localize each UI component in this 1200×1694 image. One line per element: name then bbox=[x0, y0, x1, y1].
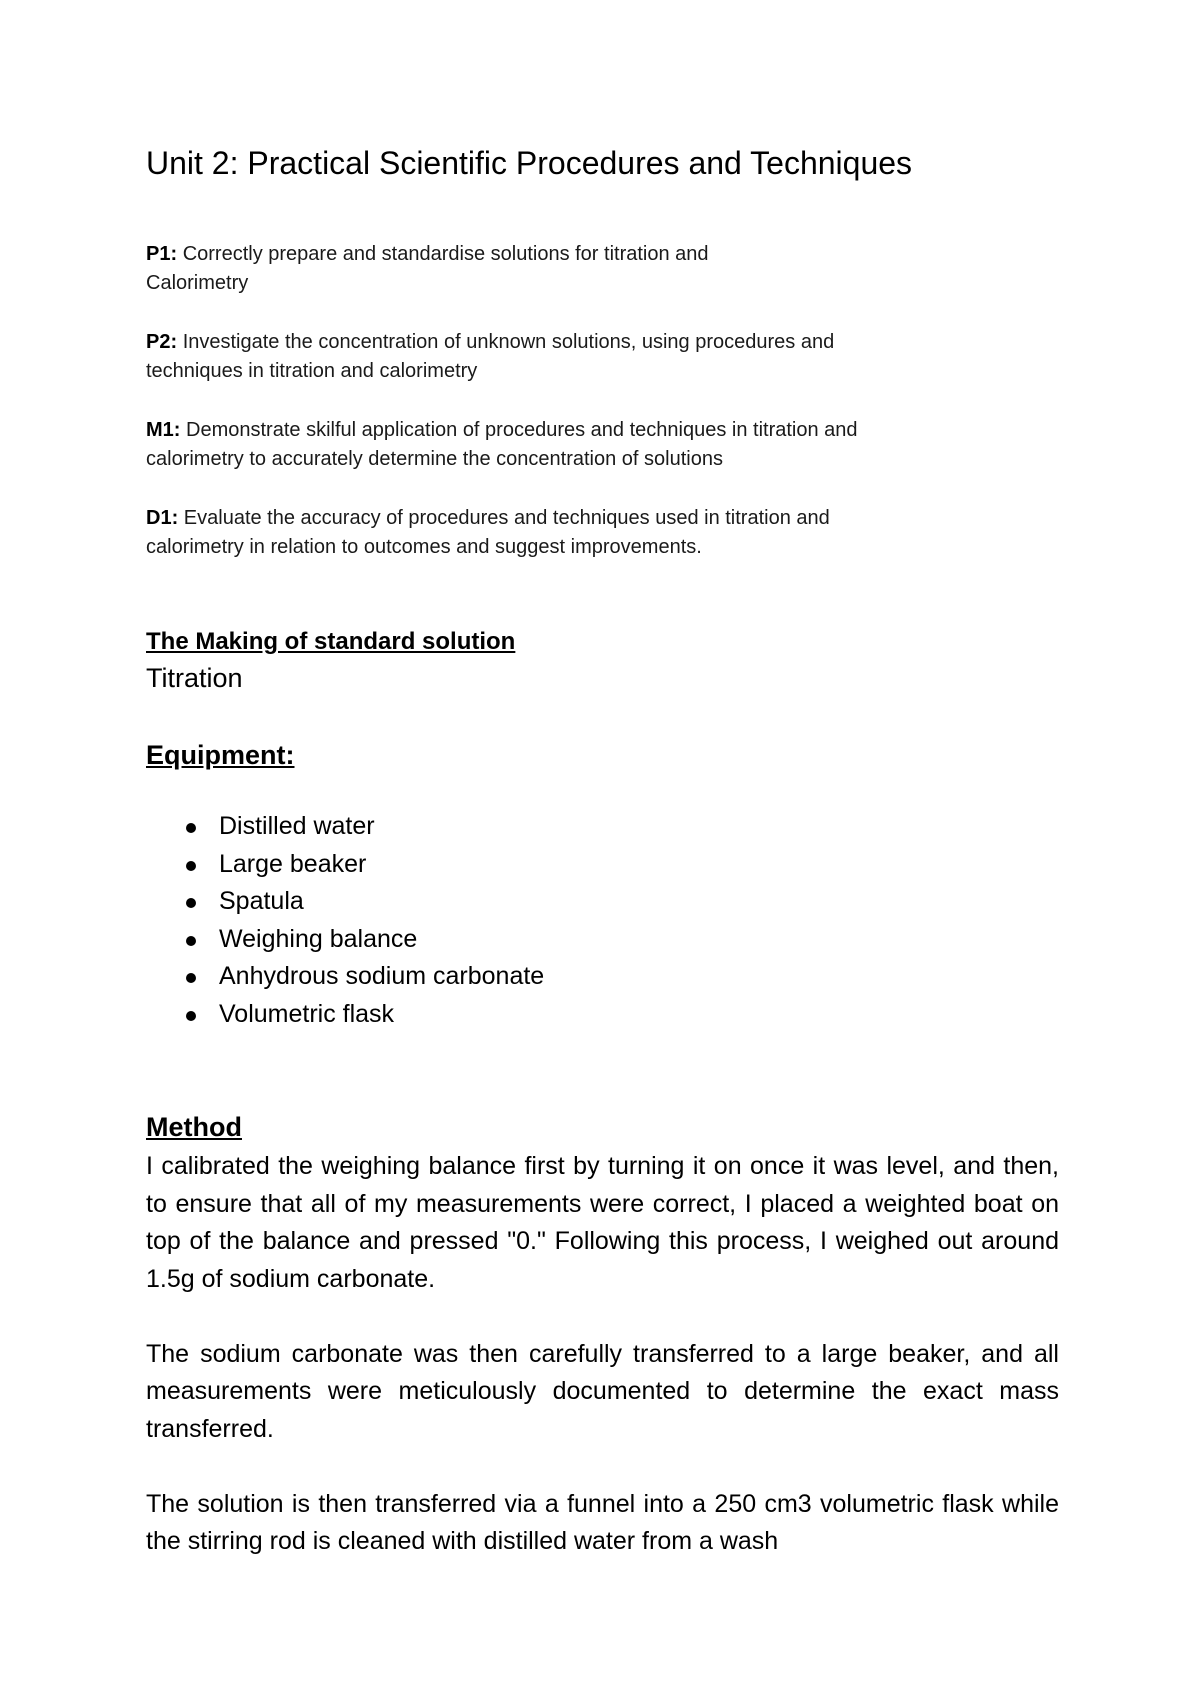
criterion-text-continued: calorimetry in relation to outcomes and suggest improvements. bbox=[146, 536, 702, 558]
list-item bbox=[146, 958, 544, 996]
list-item bbox=[146, 846, 544, 884]
bullet-icon bbox=[186, 1011, 196, 1021]
list-item-label: Distilled water bbox=[219, 812, 375, 840]
list-item bbox=[146, 883, 544, 921]
list-item-label: Spatula bbox=[219, 887, 304, 915]
criterion-code: P2: bbox=[146, 331, 178, 353]
criterion-p1 bbox=[146, 240, 1006, 298]
criterion-code: M1: bbox=[146, 419, 181, 441]
method-body bbox=[146, 1148, 1059, 1598]
equipment-list bbox=[146, 808, 544, 1033]
criterion-d1 bbox=[146, 504, 1006, 562]
bullet-icon bbox=[186, 823, 196, 833]
page-title: Unit 2: Practical Scientific Procedures and Techniques bbox=[146, 145, 913, 181]
bullet-icon bbox=[186, 898, 196, 908]
list-item bbox=[146, 808, 544, 846]
list-item-label: Anhydrous sodium carbonate bbox=[219, 962, 545, 990]
criterion-p2 bbox=[146, 328, 1006, 386]
method-paragraph: The sodium carbonate was then carefully transferred to a large beaker, and all measurements were meticulously documented to determine the exact mass transferred. bbox=[146, 1339, 1059, 1443]
criterion-m1 bbox=[146, 416, 1006, 474]
criteria-list bbox=[146, 240, 1006, 592]
method-heading: Method bbox=[146, 1112, 242, 1142]
list-item bbox=[146, 996, 544, 1034]
section-heading: The Making of standard solution bbox=[146, 628, 516, 655]
list-item bbox=[146, 921, 544, 959]
criterion-text-continued: calorimetry to accurately determine the concentration of solutions bbox=[146, 448, 723, 470]
criterion-text: Correctly prepare and standardise solutions for titration and bbox=[182, 243, 709, 265]
criterion-text: Demonstrate skilful application of procedures and techniques in titration and bbox=[186, 419, 858, 441]
subheading: Titration bbox=[146, 663, 243, 693]
criterion-text: Investigate the concentration of unknown solutions, using procedures and bbox=[182, 331, 835, 353]
method-paragraph: I calibrated the weighing balance first by turning it on once it was level, and then, to ensure that all of my measurements were correct, I placed a weighted boat on top of the balance and pressed "0." Following this process, I weighed out around 1.5g of sodium carbonate. bbox=[146, 1152, 1059, 1293]
bullet-icon bbox=[186, 973, 196, 983]
criterion-text-continued: Calorimetry bbox=[146, 272, 249, 294]
list-item-label: Weighing balance bbox=[219, 924, 418, 953]
bullet-icon bbox=[186, 936, 196, 946]
method-paragraph: The solution is then transferred via a funnel into a 250 cm3 volumetric flask while the stirring rod is cleaned with distilled water from a wash bbox=[146, 1489, 1059, 1555]
list-item-label: Large beaker bbox=[219, 849, 367, 878]
bullet-icon bbox=[186, 861, 196, 871]
criterion-text-continued: techniques in titration and calorimetry bbox=[146, 360, 478, 382]
list-item-label: Volumetric flask bbox=[219, 999, 395, 1028]
criterion-text: Evaluate the accuracy of procedures and techniques used in titration and bbox=[183, 507, 830, 529]
criterion-code: P1: bbox=[146, 243, 178, 265]
equipment-heading: Equipment: bbox=[146, 740, 295, 770]
criterion-code: D1: bbox=[146, 507, 179, 529]
